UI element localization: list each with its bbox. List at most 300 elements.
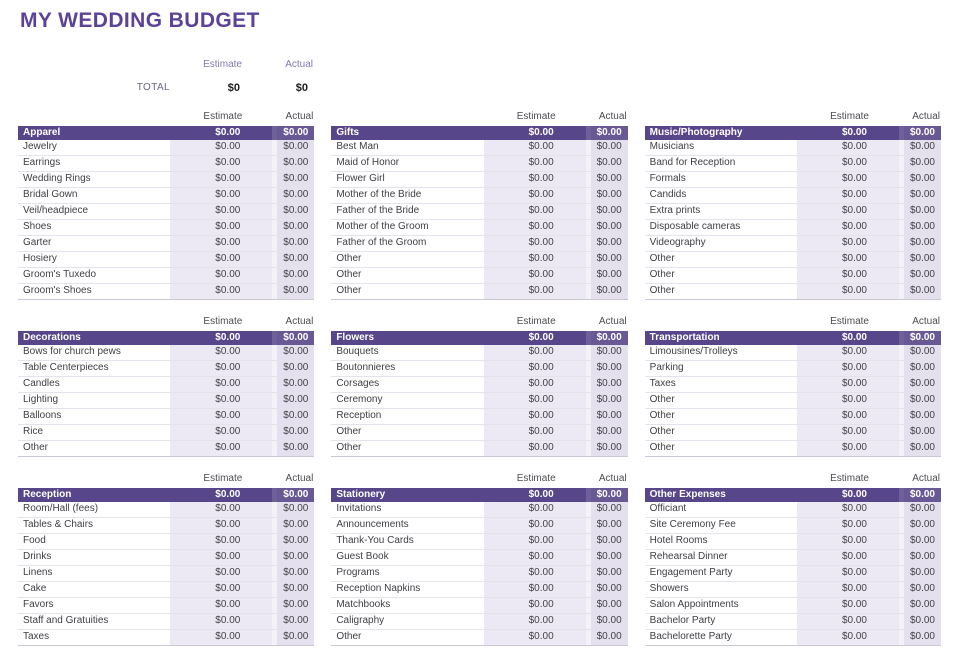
category-name-cell[interactable]: Music/Photography xyxy=(649,127,743,138)
item-label-cell[interactable]: Salon Appointments xyxy=(649,599,739,610)
item-label-cell[interactable]: Garter xyxy=(23,237,52,248)
estimate-cell[interactable]: $0.00 xyxy=(170,252,272,267)
estimate-cell[interactable]: $0.00 xyxy=(797,441,899,456)
actual-cell[interactable]: $0.00 xyxy=(904,252,941,267)
category-name-cell[interactable]: Stationery xyxy=(336,489,386,500)
estimate-cell[interactable]: $0.00 xyxy=(797,172,899,187)
estimate-cell[interactable]: $0.00 xyxy=(170,534,272,549)
item-label-cell[interactable]: Wedding Rings xyxy=(23,173,91,184)
category-estimate-total-cell[interactable]: $0.00 xyxy=(841,332,867,343)
actual-cell[interactable]: $0.00 xyxy=(277,284,314,299)
item-label-cell[interactable]: Thank-You Cards xyxy=(336,535,414,546)
estimate-cell[interactable]: $0.00 xyxy=(797,534,899,549)
item-label-cell[interactable]: Other xyxy=(649,442,675,453)
actual-cell[interactable]: $0.00 xyxy=(277,502,314,517)
item-label-cell[interactable]: Groom's Shoes xyxy=(23,285,92,296)
item-label-cell[interactable]: Tables & Chairs xyxy=(23,519,94,530)
category-estimate-total-cell[interactable]: $0.00 xyxy=(528,332,554,343)
actual-cell[interactable]: $0.00 xyxy=(591,220,628,235)
actual-cell[interactable]: $0.00 xyxy=(904,140,941,155)
item-label-cell[interactable]: Father of the Groom xyxy=(336,237,427,248)
estimate-cell[interactable]: $0.00 xyxy=(484,598,586,613)
estimate-cell[interactable]: $0.00 xyxy=(170,140,272,155)
item-label-cell[interactable]: Balloons xyxy=(23,410,62,421)
table-row xyxy=(645,361,941,377)
category-estimate-total-cell[interactable]: $0.00 xyxy=(528,489,554,500)
estimate-cell[interactable]: $0.00 xyxy=(797,502,899,517)
estimate-column-label: Estimate xyxy=(830,111,869,122)
estimate-cell[interactable]: $0.00 xyxy=(170,236,272,251)
actual-cell[interactable]: $0.00 xyxy=(591,630,628,645)
category-estimate-total-cell[interactable]: $0.00 xyxy=(528,127,554,138)
item-label-cell[interactable]: Invitations xyxy=(336,503,382,514)
item-label-cell[interactable]: Shoes xyxy=(23,221,52,232)
category-estimate-total-cell[interactable]: $0.00 xyxy=(215,489,241,500)
actual-cell[interactable]: $0.00 xyxy=(277,268,314,283)
item-label-cell[interactable]: Other xyxy=(336,631,362,642)
column-header-spacer xyxy=(18,472,170,485)
item-label-cell[interactable]: Guest Book xyxy=(336,551,389,562)
actual-cell[interactable]: $0.00 xyxy=(591,502,628,517)
estimate-cell[interactable]: $0.00 xyxy=(484,534,586,549)
estimate-column-label: Estimate xyxy=(516,316,556,327)
item-label-cell[interactable]: Bows for church pews xyxy=(23,346,121,357)
estimate-cell[interactable]: $0.00 xyxy=(797,425,899,440)
category-actual-total-cell[interactable]: $0.00 xyxy=(277,331,314,345)
estimate-cell[interactable]: $0.00 xyxy=(797,582,899,597)
item-label-cell[interactable]: Site Ceremony Fee xyxy=(649,519,736,530)
estimate-cell[interactable]: $0.00 xyxy=(484,188,586,203)
estimate-cell[interactable]: $0.00 xyxy=(170,598,272,613)
estimate-cell[interactable]: $0.00 xyxy=(170,566,272,581)
item-label-cell[interactable]: Other xyxy=(649,426,675,437)
estimate-cell[interactable]: $0.00 xyxy=(797,220,899,235)
item-label-cell[interactable]: Other xyxy=(336,442,362,453)
table-row xyxy=(18,377,314,393)
item-label-cell[interactable]: Taxes xyxy=(23,631,50,642)
category-actual-total-cell[interactable]: $0.00 xyxy=(277,126,314,140)
item-label-cell[interactable]: Bridal Gown xyxy=(23,189,78,200)
item-label-cell[interactable]: Food xyxy=(23,535,46,546)
table-row xyxy=(18,534,314,550)
item-label-cell[interactable]: Rice xyxy=(23,426,44,437)
estimate-cell[interactable]: $0.00 xyxy=(170,614,272,629)
actual-cell[interactable]: $0.00 xyxy=(591,377,628,392)
actual-cell[interactable]: $0.00 xyxy=(277,377,314,392)
actual-cell[interactable]: $0.00 xyxy=(904,345,941,360)
actual-cell[interactable]: $0.00 xyxy=(591,204,628,219)
actual-cell[interactable]: $0.00 xyxy=(904,550,941,565)
item-label-cell[interactable]: Matchbooks xyxy=(336,599,391,610)
budget-section-gifts xyxy=(331,110,627,300)
item-label-cell[interactable]: Officiant xyxy=(649,503,687,514)
table-row xyxy=(18,268,314,284)
table-row xyxy=(18,441,314,457)
actual-cell[interactable]: $0.00 xyxy=(904,534,941,549)
table-row xyxy=(18,566,314,582)
estimate-cell[interactable]: $0.00 xyxy=(170,393,272,408)
table-row xyxy=(645,172,941,188)
item-label-cell[interactable]: Limousines/Trolleys xyxy=(649,346,738,357)
actual-column-label: Actual xyxy=(912,111,940,122)
estimate-cell[interactable]: $0.00 xyxy=(797,284,899,299)
actual-cell[interactable]: $0.00 xyxy=(904,598,941,613)
actual-cell[interactable]: $0.00 xyxy=(277,188,314,203)
estimate-cell[interactable]: $0.00 xyxy=(797,156,899,171)
actual-cell[interactable]: $0.00 xyxy=(277,582,314,597)
estimate-cell[interactable]: $0.00 xyxy=(170,630,272,645)
actual-cell[interactable]: $0.00 xyxy=(904,518,941,533)
category-header-row xyxy=(18,126,314,140)
actual-cell[interactable]: $0.00 xyxy=(591,345,628,360)
category-actual-total-cell[interactable]: $0.00 xyxy=(904,488,941,502)
actual-cell[interactable]: $0.00 xyxy=(277,204,314,219)
item-label-cell[interactable]: Programs xyxy=(336,567,380,578)
estimate-cell[interactable]: $0.00 xyxy=(170,502,272,517)
item-label-cell[interactable]: Cake xyxy=(23,583,47,594)
estimate-cell[interactable]: $0.00 xyxy=(170,550,272,565)
estimate-cell[interactable]: $0.00 xyxy=(170,518,272,533)
item-label-cell[interactable]: Maid of Honor xyxy=(336,157,400,168)
actual-cell[interactable]: $0.00 xyxy=(277,614,314,629)
estimate-cell[interactable]: $0.00 xyxy=(797,268,899,283)
item-label-cell[interactable]: Formals xyxy=(649,173,686,184)
estimate-cell[interactable]: $0.00 xyxy=(484,630,586,645)
actual-cell[interactable]: $0.00 xyxy=(277,220,314,235)
actual-column-label: Actual xyxy=(912,473,940,484)
actual-cell[interactable]: $0.00 xyxy=(904,236,941,251)
item-label-cell[interactable]: Jewelry xyxy=(23,141,57,152)
estimate-cell[interactable]: $0.00 xyxy=(484,582,586,597)
estimate-cell[interactable]: $0.00 xyxy=(170,284,272,299)
item-label-cell[interactable]: Favors xyxy=(23,599,54,610)
item-label-cell[interactable]: Flower Girl xyxy=(336,173,385,184)
item-label-cell[interactable]: Other xyxy=(649,285,675,296)
item-label-cell[interactable]: Corsages xyxy=(336,378,380,389)
estimate-cell[interactable]: $0.00 xyxy=(797,377,899,392)
item-label-cell[interactable]: Other xyxy=(23,442,49,453)
estimate-cell[interactable]: $0.00 xyxy=(484,345,586,360)
item-label-cell[interactable]: Hotel Rooms xyxy=(649,535,708,546)
actual-cell[interactable]: $0.00 xyxy=(277,598,314,613)
estimate-cell[interactable]: $0.00 xyxy=(484,377,586,392)
actual-cell[interactable]: $0.00 xyxy=(591,550,628,565)
item-label-cell[interactable]: Candids xyxy=(649,189,687,200)
item-label-cell[interactable]: Musicians xyxy=(649,141,695,152)
table-row xyxy=(18,252,314,268)
estimate-cell[interactable]: $0.00 xyxy=(484,502,586,517)
actual-cell[interactable]: $0.00 xyxy=(591,425,628,440)
estimate-cell[interactable]: $0.00 xyxy=(797,361,899,376)
item-label-cell[interactable]: Room/Hall (fees) xyxy=(23,503,99,514)
item-label-cell[interactable]: Showers xyxy=(649,583,689,594)
category-actual-total-cell[interactable]: $0.00 xyxy=(591,331,628,345)
item-label-cell[interactable]: Candles xyxy=(23,378,60,389)
estimate-cell[interactable]: $0.00 xyxy=(484,566,586,581)
actual-cell[interactable]: $0.00 xyxy=(904,284,941,299)
actual-cell[interactable]: $0.00 xyxy=(904,566,941,581)
table-row xyxy=(331,630,627,646)
actual-cell[interactable]: $0.00 xyxy=(277,252,314,267)
item-label-cell[interactable]: Best Man xyxy=(336,141,379,152)
actual-cell[interactable]: $0.00 xyxy=(904,361,941,376)
estimate-cell[interactable]: $0.00 xyxy=(484,614,586,629)
item-label-cell[interactable]: Ceremony xyxy=(336,394,383,405)
estimate-cell[interactable]: $0.00 xyxy=(797,630,899,645)
category-name-cell[interactable]: Other Expenses xyxy=(649,489,726,500)
item-label-cell[interactable]: Boutonnieres xyxy=(336,362,396,373)
item-label-cell[interactable]: Disposable cameras xyxy=(649,221,741,232)
item-label-cell[interactable]: Bouquets xyxy=(336,346,379,357)
actual-cell[interactable]: $0.00 xyxy=(591,140,628,155)
item-label-cell[interactable]: Other xyxy=(649,269,675,280)
estimate-cell[interactable]: $0.00 xyxy=(797,598,899,613)
actual-cell[interactable]: $0.00 xyxy=(591,188,628,203)
total-actual-value[interactable]: $0 xyxy=(295,82,308,94)
estimate-cell[interactable]: $0.00 xyxy=(484,518,586,533)
item-label-cell[interactable]: Bachelorette Party xyxy=(649,631,732,642)
item-label-cell[interactable]: Caligraphy xyxy=(336,615,385,626)
budget-table-reception xyxy=(18,488,314,646)
estimate-cell[interactable]: $0.00 xyxy=(797,204,899,219)
estimate-cell[interactable]: $0.00 xyxy=(797,614,899,629)
actual-cell[interactable]: $0.00 xyxy=(277,518,314,533)
item-label-cell[interactable]: Other xyxy=(336,426,362,437)
estimate-cell[interactable]: $0.00 xyxy=(484,441,586,456)
item-label-cell[interactable]: Other xyxy=(336,269,362,280)
category-actual-total-cell[interactable]: $0.00 xyxy=(591,126,628,140)
actual-cell[interactable]: $0.00 xyxy=(277,409,314,424)
table-row xyxy=(645,268,941,284)
table-row xyxy=(331,502,627,518)
actual-cell[interactable]: $0.00 xyxy=(904,614,941,629)
estimate-cell[interactable]: $0.00 xyxy=(484,425,586,440)
actual-cell[interactable]: $0.00 xyxy=(904,172,941,187)
item-label-cell[interactable]: Lighting xyxy=(23,394,59,405)
item-label-cell[interactable]: Videography xyxy=(649,237,706,248)
item-label-cell[interactable]: Hosiery xyxy=(23,253,57,264)
item-label-cell[interactable]: Parking xyxy=(649,362,684,373)
actual-cell[interactable]: $0.00 xyxy=(277,425,314,440)
column-header-spacer xyxy=(331,110,483,123)
actual-cell[interactable]: $0.00 xyxy=(277,630,314,645)
total-estimate-value[interactable]: $0 xyxy=(227,82,240,94)
category-estimate-total-cell[interactable]: $0.00 xyxy=(841,127,867,138)
estimate-cell[interactable]: $0.00 xyxy=(170,361,272,376)
item-label-cell[interactable]: Linens xyxy=(23,567,53,578)
actual-cell[interactable]: $0.00 xyxy=(591,409,628,424)
item-label-cell[interactable]: Earrings xyxy=(23,157,61,168)
estimate-cell[interactable]: $0.00 xyxy=(484,204,586,219)
actual-cell[interactable]: $0.00 xyxy=(904,441,941,456)
actual-cell[interactable]: $0.00 xyxy=(591,518,628,533)
actual-cell[interactable]: $0.00 xyxy=(904,204,941,219)
actual-cell[interactable]: $0.00 xyxy=(904,502,941,517)
actual-cell[interactable]: $0.00 xyxy=(277,534,314,549)
column-header-spacer xyxy=(645,110,797,123)
actual-cell[interactable]: $0.00 xyxy=(591,268,628,283)
actual-cell[interactable]: $0.00 xyxy=(904,377,941,392)
estimate-cell[interactable]: $0.00 xyxy=(484,409,586,424)
actual-cell[interactable]: $0.00 xyxy=(904,268,941,283)
estimate-cell[interactable]: $0.00 xyxy=(170,220,272,235)
estimate-column-label: Estimate xyxy=(516,473,556,484)
category-name-cell[interactable]: Decorations xyxy=(23,332,81,343)
actual-cell[interactable]: $0.00 xyxy=(277,236,314,251)
estimate-cell[interactable]: $0.00 xyxy=(484,252,586,267)
estimate-cell[interactable]: $0.00 xyxy=(484,236,586,251)
category-estimate-total-cell[interactable]: $0.00 xyxy=(215,332,241,343)
actual-cell[interactable]: $0.00 xyxy=(591,284,628,299)
item-label-cell[interactable]: Veil/headpiece xyxy=(23,205,89,216)
actual-cell[interactable]: $0.00 xyxy=(591,236,628,251)
actual-cell[interactable]: $0.00 xyxy=(591,252,628,267)
item-label-cell[interactable]: Mother of the Bride xyxy=(336,189,422,200)
estimate-cell[interactable]: $0.00 xyxy=(484,361,586,376)
estimate-cell[interactable]: $0.00 xyxy=(484,284,586,299)
item-label-cell[interactable]: Reception Napkins xyxy=(336,583,421,594)
item-label-cell[interactable]: Extra prints xyxy=(649,205,701,216)
actual-cell[interactable]: $0.00 xyxy=(277,345,314,360)
item-label-cell[interactable]: Announcements xyxy=(336,519,409,530)
estimate-cell[interactable]: $0.00 xyxy=(797,188,899,203)
estimate-cell[interactable]: $0.00 xyxy=(797,518,899,533)
table-row xyxy=(18,236,314,252)
estimate-cell[interactable]: $0.00 xyxy=(170,268,272,283)
table-row xyxy=(331,582,627,598)
estimate-cell[interactable]: $0.00 xyxy=(484,550,586,565)
actual-cell[interactable]: $0.00 xyxy=(591,156,628,171)
estimate-cell[interactable]: $0.00 xyxy=(170,582,272,597)
estimate-cell[interactable]: $0.00 xyxy=(484,172,586,187)
item-label-cell[interactable]: Other xyxy=(649,253,675,264)
item-label-cell[interactable]: Other xyxy=(336,285,362,296)
actual-cell[interactable]: $0.00 xyxy=(904,582,941,597)
category-name-cell[interactable]: Flowers xyxy=(336,332,375,343)
item-label-cell[interactable]: Engagement Party xyxy=(649,567,733,578)
budget-table-transportation xyxy=(645,331,941,457)
actual-cell[interactable]: $0.00 xyxy=(904,630,941,645)
actual-cell[interactable]: $0.00 xyxy=(591,534,628,549)
item-label-cell[interactable]: Band for Reception xyxy=(649,157,736,168)
actual-cell[interactable]: $0.00 xyxy=(591,598,628,613)
actual-cell[interactable]: $0.00 xyxy=(277,361,314,376)
actual-cell[interactable]: $0.00 xyxy=(277,393,314,408)
estimate-cell[interactable]: $0.00 xyxy=(797,236,899,251)
item-label-cell[interactable]: Rehearsal Dinner xyxy=(649,551,728,562)
actual-cell[interactable]: $0.00 xyxy=(277,140,314,155)
category-actual-total-cell[interactable]: $0.00 xyxy=(904,331,941,345)
estimate-cell[interactable]: $0.00 xyxy=(797,345,899,360)
actual-cell[interactable]: $0.00 xyxy=(904,188,941,203)
actual-cell[interactable]: $0.00 xyxy=(591,582,628,597)
table-row xyxy=(331,284,627,300)
item-label-cell[interactable]: Staff and Gratuities xyxy=(23,615,109,626)
table-row xyxy=(331,220,627,236)
item-label-cell[interactable]: Other xyxy=(649,410,675,421)
category-name-cell[interactable]: Apparel xyxy=(23,127,61,138)
actual-cell[interactable]: $0.00 xyxy=(277,156,314,171)
grand-total-row xyxy=(18,81,314,95)
actual-cell[interactable]: $0.00 xyxy=(904,220,941,235)
item-label-cell[interactable]: Taxes xyxy=(649,378,676,389)
estimate-cell[interactable]: $0.00 xyxy=(484,140,586,155)
category-estimate-total-cell[interactable]: $0.00 xyxy=(841,489,867,500)
item-label-cell[interactable]: Groom's Tuxedo xyxy=(23,269,97,280)
column-headers-row xyxy=(18,315,314,328)
estimate-cell[interactable]: $0.00 xyxy=(170,441,272,456)
actual-cell[interactable]: $0.00 xyxy=(591,172,628,187)
estimate-cell[interactable]: $0.00 xyxy=(484,220,586,235)
estimate-cell[interactable]: $0.00 xyxy=(484,393,586,408)
actual-cell[interactable]: $0.00 xyxy=(277,441,314,456)
category-name-cell[interactable]: Reception xyxy=(23,489,72,500)
estimate-cell[interactable]: $0.00 xyxy=(170,377,272,392)
item-label-cell[interactable]: Other xyxy=(649,394,675,405)
actual-cell[interactable]: $0.00 xyxy=(904,156,941,171)
category-actual-total-cell[interactable]: $0.00 xyxy=(591,488,628,502)
category-estimate-total-cell[interactable]: $0.00 xyxy=(215,127,241,138)
estimate-cell[interactable]: $0.00 xyxy=(170,409,272,424)
estimate-cell[interactable]: $0.00 xyxy=(797,409,899,424)
estimate-cell[interactable]: $0.00 xyxy=(170,156,272,171)
estimate-cell[interactable]: $0.00 xyxy=(484,156,586,171)
estimate-cell[interactable]: $0.00 xyxy=(170,188,272,203)
table-row xyxy=(331,172,627,188)
item-label-cell[interactable]: Drinks xyxy=(23,551,52,562)
estimate-cell[interactable]: $0.00 xyxy=(797,140,899,155)
actual-cell[interactable]: $0.00 xyxy=(277,550,314,565)
budget-table-apparel xyxy=(18,126,314,300)
estimate-cell[interactable]: $0.00 xyxy=(797,393,899,408)
item-label-cell[interactable]: Other xyxy=(336,253,362,264)
actual-cell[interactable]: $0.00 xyxy=(591,361,628,376)
table-row xyxy=(18,502,314,518)
category-name-cell[interactable]: Transportation xyxy=(649,332,720,343)
estimate-cell[interactable]: $0.00 xyxy=(484,268,586,283)
actual-cell[interactable]: $0.00 xyxy=(277,566,314,581)
estimate-cell[interactable]: $0.00 xyxy=(797,252,899,267)
table-row xyxy=(331,236,627,252)
item-label-cell[interactable]: Reception xyxy=(336,410,382,421)
estimate-cell[interactable]: $0.00 xyxy=(797,550,899,565)
actual-cell[interactable]: $0.00 xyxy=(591,614,628,629)
estimate-cell[interactable]: $0.00 xyxy=(797,566,899,581)
budget-section-decorations xyxy=(18,315,314,457)
item-label-cell[interactable]: Father of the Bride xyxy=(336,205,420,216)
category-actual-total-cell[interactable]: $0.00 xyxy=(277,488,314,502)
actual-cell[interactable]: $0.00 xyxy=(591,393,628,408)
item-label-cell[interactable]: Bachelor Party xyxy=(649,615,716,626)
actual-cell[interactable]: $0.00 xyxy=(591,566,628,581)
actual-cell[interactable]: $0.00 xyxy=(904,425,941,440)
category-name-cell[interactable]: Gifts xyxy=(336,127,360,138)
actual-cell[interactable]: $0.00 xyxy=(904,409,941,424)
actual-cell[interactable]: $0.00 xyxy=(904,393,941,408)
actual-cell[interactable]: $0.00 xyxy=(277,172,314,187)
actual-cell[interactable]: $0.00 xyxy=(591,441,628,456)
estimate-cell[interactable]: $0.00 xyxy=(170,425,272,440)
item-label-cell[interactable]: Table Centerpieces xyxy=(23,362,109,373)
table-row xyxy=(331,377,627,393)
category-actual-total-cell[interactable]: $0.00 xyxy=(904,126,941,140)
estimate-cell[interactable]: $0.00 xyxy=(170,172,272,187)
estimate-cell[interactable]: $0.00 xyxy=(170,345,272,360)
table-row xyxy=(18,598,314,614)
estimate-cell[interactable]: $0.00 xyxy=(170,204,272,219)
page-title: MY WEDDING BUDGET xyxy=(20,9,260,32)
item-label-cell[interactable]: Mother of the Groom xyxy=(336,221,429,232)
